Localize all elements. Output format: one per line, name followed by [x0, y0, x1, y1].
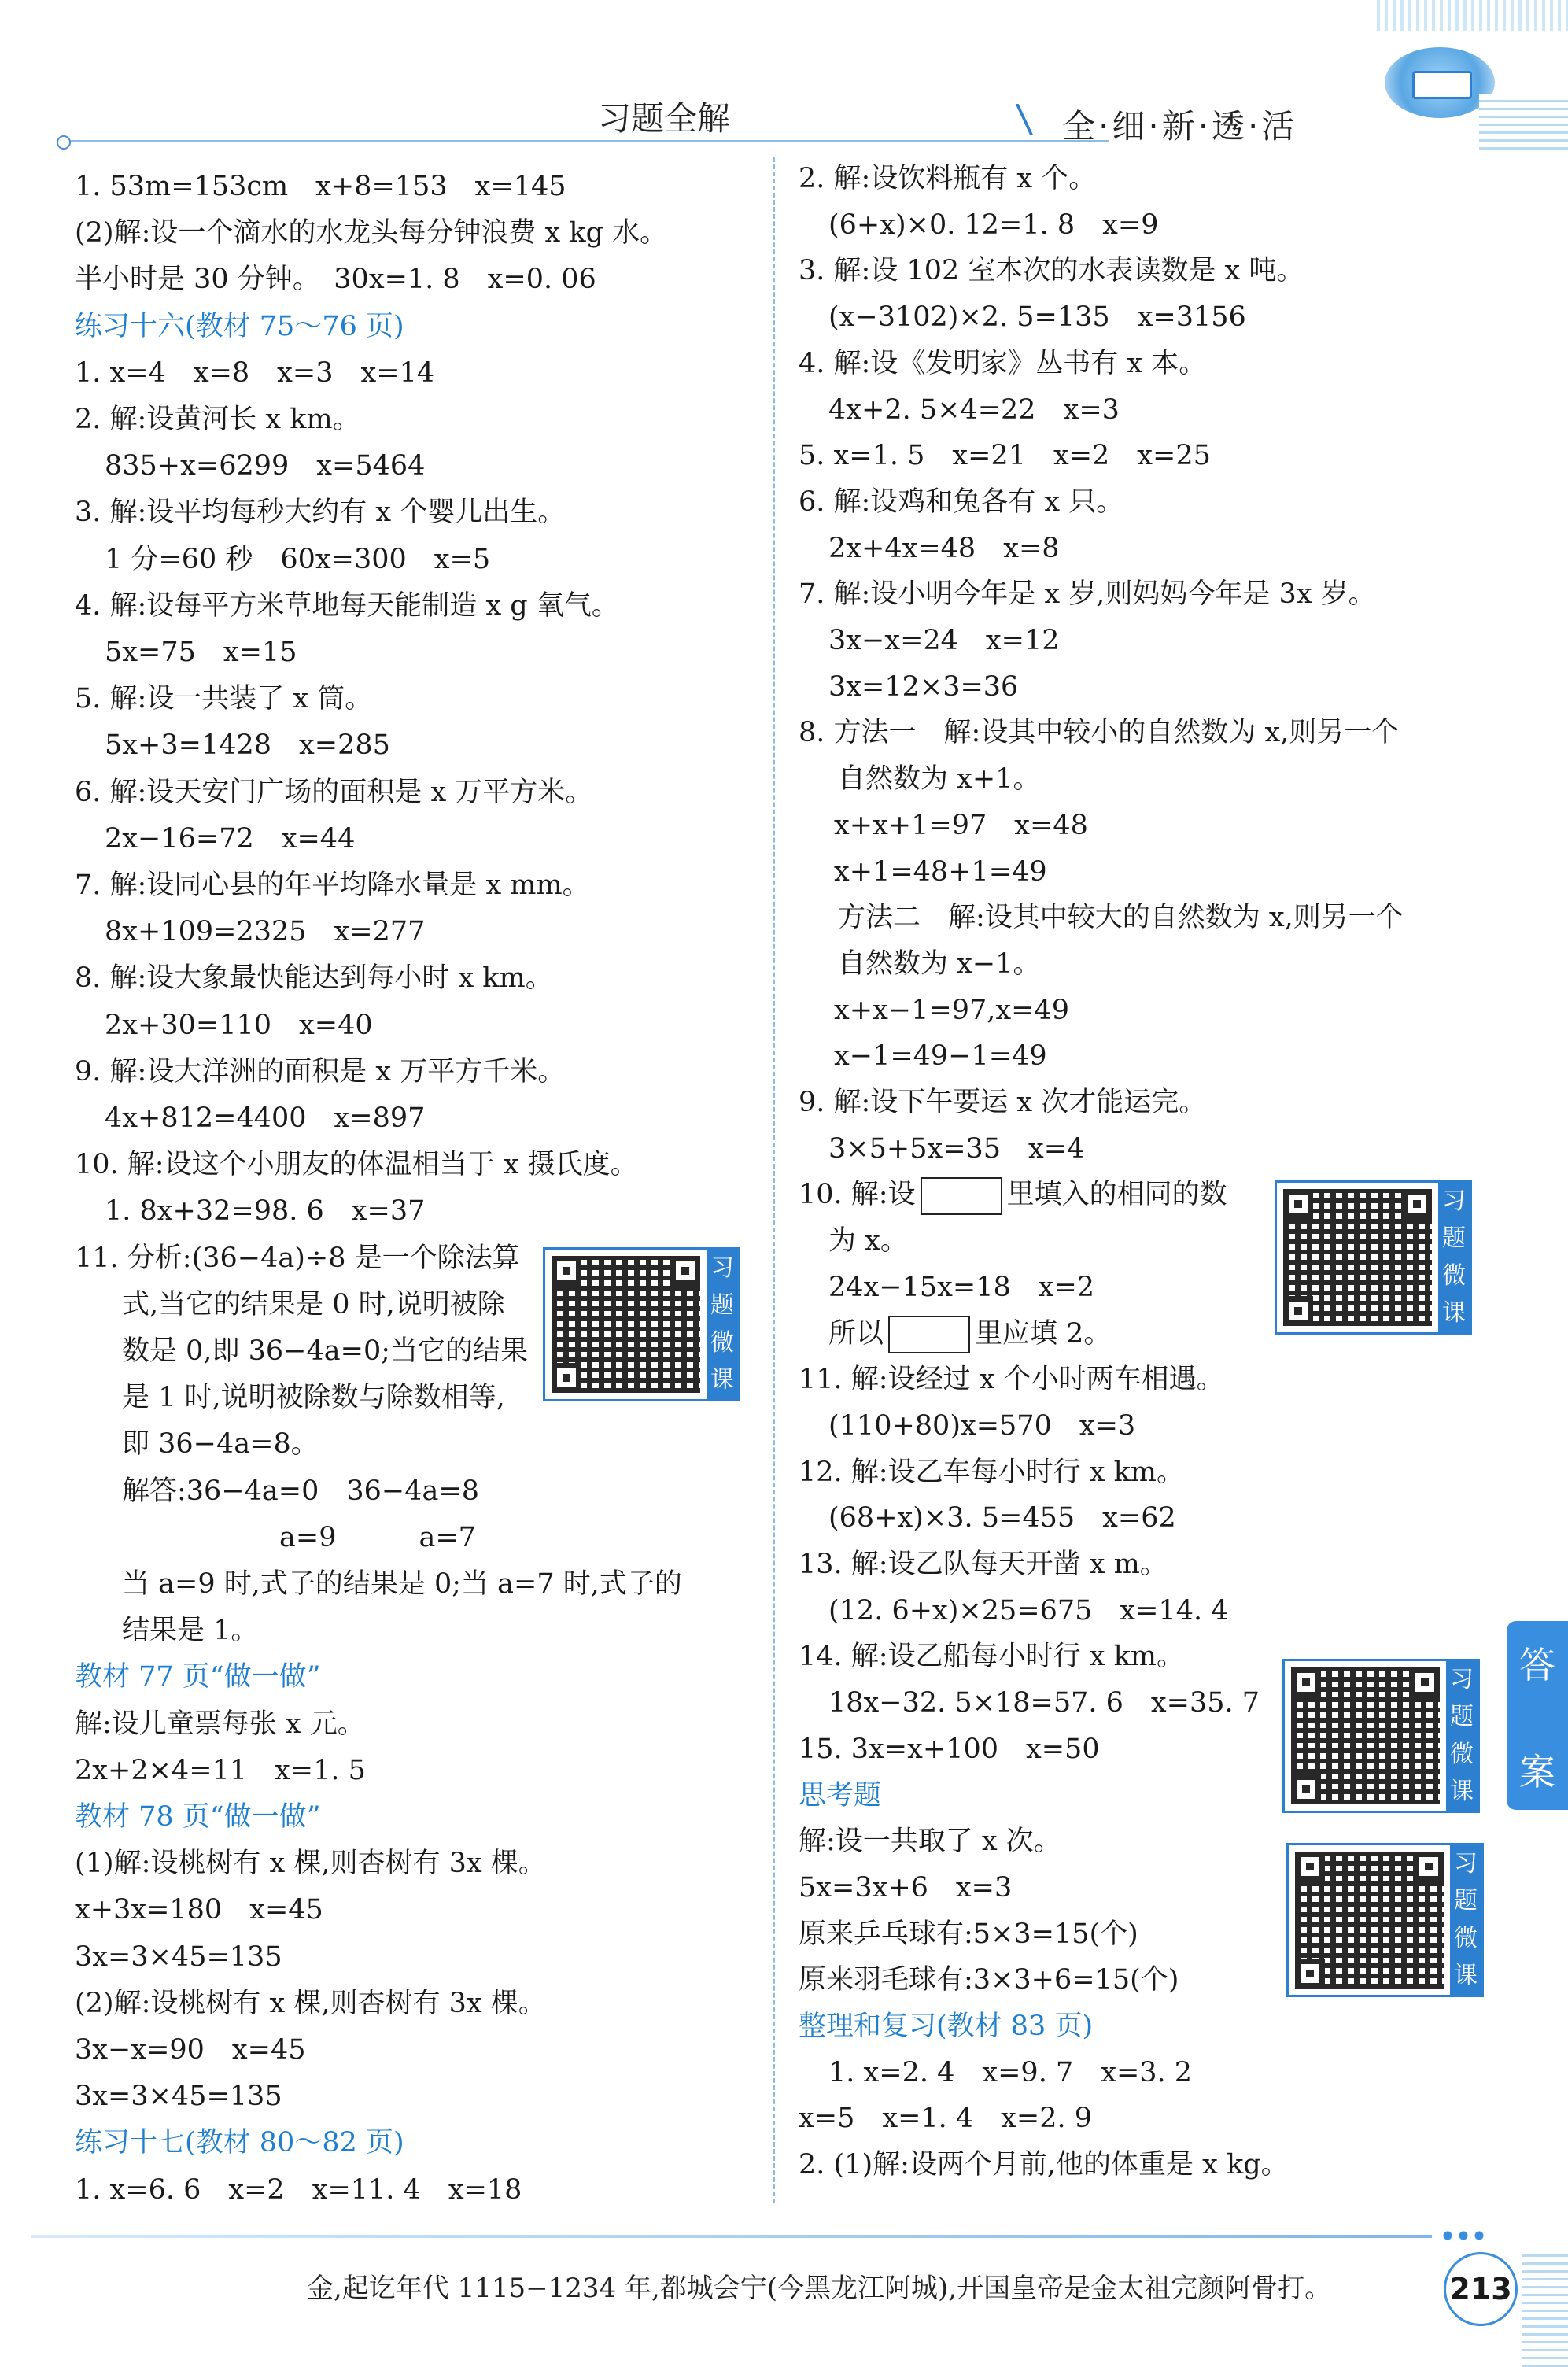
line-text: 2. 解:设饮料瓶有 x 个。 [799, 163, 1097, 194]
answer-line [799, 482, 1123, 522]
footer-rule [31, 2235, 1432, 2238]
line-text: 3x=12×3=36 [828, 670, 1019, 703]
line-text: 教材 78 页“做一做” [75, 1801, 321, 1833]
answer-line [75, 1937, 282, 1977]
line-text: 3. 解:设平均每秒大约有 x 个婴儿出生。 [75, 497, 566, 529]
answer-side-tab[interactable] [1507, 1621, 1568, 1810]
answer-line [122, 1472, 479, 1511]
section-heading [75, 1797, 321, 1837]
answer-line [828, 1314, 1111, 1354]
answer-line [122, 1285, 505, 1324]
line-text: 5x+3=1428 x=285 [105, 729, 390, 762]
line-text: 3x−x=24 x=12 [828, 625, 1060, 656]
line-text: 为 x。 [828, 1225, 908, 1257]
answer-line [75, 2030, 306, 2070]
answer-line [834, 1036, 1047, 1076]
line-text: 式,当它的结果是 0 时,说明被除 [122, 1288, 505, 1320]
answer-line [75, 586, 619, 626]
line-text: 11. 解:设经过 x 个小时两车相遇。 [799, 1364, 1224, 1396]
blank-box [921, 1177, 1002, 1215]
line-text: 结果是 1。 [122, 1615, 259, 1647]
answer-line [105, 1191, 425, 1231]
line-text: (12. 6+x)×25=675 x=14. 4 [828, 1594, 1229, 1627]
answer-line [799, 159, 1096, 198]
line-text: 9. 解:设大洋洲的面积是 x 万平方千米。 [75, 1055, 566, 1087]
answer-line [828, 1498, 1176, 1538]
answer-line [75, 493, 565, 532]
line-text: 13. 解:设乙队每天开凿 x m。 [799, 1549, 1168, 1580]
line-text: 14. 解:设乙船每小时行 x km。 [799, 1641, 1184, 1673]
answer-line [799, 1960, 1179, 2000]
line-text: 是 1 时,说明被除数与除数相等, [122, 1382, 505, 1414]
line-text: 所以 [828, 1317, 884, 1350]
line-text: 1. 8x+32=98. 6 x=37 [105, 1195, 426, 1228]
answer-line [122, 1378, 505, 1417]
line-text: 即 36−4a=8。 [122, 1428, 319, 1460]
header-dot [57, 135, 71, 150]
answer-line [75, 1239, 520, 1278]
line-text: 5. x=1. 5 x=21 x=2 x=25 [799, 440, 1211, 472]
line-text: 自然数为 x+1。 [838, 763, 1041, 796]
line-text: (2)解:设一个滴水的水龙头每分钟浪费 x kg 水。 [75, 217, 668, 249]
answer-line [799, 1822, 1061, 1861]
line-text: 练习十六(教材 75～76 页) [75, 310, 404, 342]
answer-line [75, 2077, 282, 2116]
header-slogan: 全·细·新·透·活 [1062, 107, 1298, 146]
line-text: 里应填 2。 [975, 1317, 1112, 1350]
answer-line [75, 400, 360, 439]
column-divider [773, 157, 775, 2203]
answer-line [75, 1844, 546, 1883]
answer-line [122, 1331, 528, 1371]
line-text: 2x+4x=48 x=8 [828, 532, 1060, 564]
answer-line [834, 991, 1069, 1030]
answer-line [799, 2145, 1289, 2184]
line-text: (68+x)×3. 5=455 x=62 [828, 1502, 1176, 1534]
qr-pattern [1283, 1189, 1432, 1326]
line-text: 9. 解:设下午要运 x 次才能运完。 [799, 1087, 1207, 1118]
answer-line [838, 944, 1040, 984]
line-text: 8. 解:设大象最快能达到每小时 x km。 [75, 962, 553, 995]
section-heading [799, 2007, 1093, 2046]
footer-stripes [1522, 2251, 1568, 2367]
answer-line [75, 1145, 638, 1184]
line-text: 4x+812=4400 x=897 [105, 1102, 426, 1134]
answer-line [105, 1006, 373, 1045]
answer-line [105, 540, 490, 579]
line-text: x+x−1=97,x=49 [834, 994, 1069, 1026]
line-text: 方法二 解:设其中较大的自然数为 x,则另一个 [838, 902, 1404, 934]
answer-line [75, 1984, 546, 2023]
qr-pattern [552, 1256, 700, 1393]
section-heading [75, 2123, 404, 2162]
section-heading [799, 1776, 881, 1815]
line-text: 10. 解:设 [799, 1179, 916, 1211]
answer-line [75, 679, 372, 718]
answer-line [75, 260, 596, 299]
answer-line [828, 1591, 1229, 1630]
footer-note: 金,起讫年代 1115−1234 年,都城会宁(今黑龙江阿城),开国皇帝是金太祖完颜阿骨打。 [307, 2273, 1332, 2304]
line-text: 4. 解:设《发明家》丛书有 x 本。 [799, 347, 1207, 379]
qr-code-right-2[interactable] [1282, 1659, 1480, 1813]
answer-line [799, 1453, 1184, 1492]
line-text: 3x−x=90 x=45 [75, 2034, 306, 2066]
qr-label: 习 题 微 课 [707, 1250, 738, 1399]
qr-code-right-3[interactable] [1286, 1843, 1484, 1997]
answer-line [799, 436, 1211, 475]
line-text: 解:设一共取了 x 次。 [799, 1826, 1061, 1858]
section-heading [75, 307, 404, 346]
answer-line [105, 1099, 425, 1138]
answer-line [105, 819, 355, 859]
answer-line [122, 1424, 319, 1464]
answer-line [799, 344, 1206, 383]
line-text: 1. 53m=153cm x+8=153 x=145 [75, 171, 566, 202]
line-text: 1. x=4 x=8 x=3 x=14 [75, 356, 435, 389]
line-text: 半小时是 30 分钟。 30x=1. 8 x=0. 06 [75, 264, 596, 296]
answer-line [828, 1221, 908, 1261]
line-text: 5. 解:设一共装了 x 筒。 [75, 683, 373, 715]
answer-line [75, 353, 434, 393]
answer-line [75, 167, 566, 206]
line-text: 里填入的相同的数 [1006, 1179, 1227, 1211]
line-text: x+x+1=97 x=48 [834, 809, 1088, 841]
line-text: 8. 方法一 解:设其中较小的自然数为 x,则另一个 [799, 717, 1400, 749]
answer-line [799, 1083, 1206, 1122]
line-text: 4. 解:设每平方米草地每天能制造 x g 氧气。 [75, 589, 619, 622]
line-text: x+3x=180 x=45 [75, 1894, 323, 1926]
line-text: 4x+2. 5×4=22 x=3 [828, 393, 1120, 426]
answer-line [75, 2170, 522, 2210]
line-text: 教材 77 页“做一做” [75, 1661, 321, 1693]
line-text: x+1=48+1=49 [834, 855, 1047, 888]
answer-line [834, 806, 1088, 845]
answer-line [828, 1683, 1260, 1723]
line-text: 5x=3x+6 x=3 [799, 1871, 1013, 1904]
line-text: 数是 0,即 36−4a=0;当它的结果 [122, 1335, 529, 1367]
line-text: 1 分=60 秒 60x=300 x=5 [105, 543, 491, 575]
line-text: 2. (1)解:设两个月前,他的体重是 x kg。 [799, 2149, 1289, 2181]
line-text: (x−3102)×2. 5=135 x=3156 [828, 301, 1246, 334]
header-band [0, 0, 1568, 157]
line-text: (6+x)×0. 12=1. 8 x=9 [828, 209, 1159, 241]
answer-line [828, 1406, 1135, 1446]
line-text: 6. 解:设鸡和兔各有 x 只。 [799, 486, 1124, 518]
line-text: 3x=3×45=135 [75, 1940, 282, 1973]
header-rule [63, 140, 1109, 142]
line-text: 2x+2×4=11 x=1. 5 [75, 1754, 366, 1786]
line-text: a=9 a=7 [279, 1521, 476, 1553]
answer-line [75, 213, 667, 253]
answer-line [799, 1730, 1100, 1769]
line-text: 8x+109=2325 x=277 [105, 916, 426, 948]
answer-line [828, 297, 1246, 337]
qr-code-right-1[interactable] [1275, 1180, 1472, 1335]
line-text: 6. 解:设天安门广场的面积是 x 万平方米。 [75, 776, 593, 808]
section-heading [75, 1657, 321, 1697]
answer-line [122, 1564, 682, 1604]
answer-line [828, 667, 1018, 707]
answer-line [75, 1052, 565, 1091]
answer-line [828, 621, 1060, 660]
answer-line [105, 633, 297, 672]
answer-line [799, 1175, 1227, 1215]
page-number: 213 [1444, 2252, 1518, 2326]
line-text: 7. 解:设小明今年是 x 岁,则妈妈今年是 3x 岁。 [799, 578, 1376, 611]
line-text: (2)解:设桃树有 x 棵,则杏树有 3x 棵。 [75, 1987, 546, 2019]
line-text: 整理和复习(教材 83 页) [799, 2011, 1094, 2042]
line-text: 835+x=6299 x=5464 [105, 450, 426, 482]
answer-line [799, 1868, 1012, 1907]
answer-line [122, 1611, 258, 1650]
answer-line [75, 1890, 323, 1929]
line-text: 自然数为 x−1。 [838, 947, 1041, 980]
answer-line [828, 1129, 1084, 1169]
answer-line [828, 205, 1158, 245]
line-text: 思考题 [799, 1779, 882, 1811]
answer-line [799, 1915, 1138, 1954]
header-stripes-right [1479, 94, 1568, 150]
slash-icon [1016, 104, 1057, 135]
answer-line [799, 251, 1304, 290]
answer-line [75, 1751, 366, 1790]
line-text: (1)解:设桃树有 x 棵,则杏树有 3x 棵。 [75, 1848, 546, 1880]
qr-label: 习 题 微 课 [1446, 1661, 1478, 1811]
line-text: (110+80)x=570 x=3 [828, 1409, 1136, 1442]
line-text: 11. 分析:(36−4a)÷8 是一个除法算 [75, 1242, 520, 1274]
answer-line [828, 2053, 1192, 2092]
line-text: 1. x=2. 4 x=9. 7 x=3. 2 [828, 2056, 1193, 2088]
answer-line [105, 726, 390, 765]
header-stripes [1377, 0, 1568, 31]
qr-pattern [1295, 1852, 1444, 1989]
line-text: 原来乒乓球有:5×3=15(个) [799, 1918, 1138, 1950]
line-text: x=5 x=1. 4 x=2. 9 [799, 2103, 1093, 2135]
answer-line [799, 2099, 1092, 2138]
answer-line [75, 773, 592, 812]
line-text: x−1=49−1=49 [834, 1040, 1047, 1073]
line-text: 解答:36−4a=0 36−4a=8 [122, 1475, 479, 1507]
line-text: 18x−32. 5×18=57. 6 x=35. 7 [828, 1687, 1260, 1719]
answer-line [799, 713, 1399, 752]
line-text: 解:设儿童票每张 x 元。 [75, 1708, 365, 1740]
line-text: 12. 解:设乙车每小时行 x km。 [799, 1456, 1184, 1488]
line-text: 1. x=6. 6 x=2 x=11. 4 x=18 [75, 2173, 522, 2206]
qr-code-left[interactable] [543, 1247, 740, 1401]
qr-label: 习 题 微 课 [1438, 1183, 1470, 1332]
line-text: 2x+30=110 x=40 [105, 1009, 373, 1041]
qr-label: 习 题 微 课 [1450, 1845, 1481, 1995]
answer-line [834, 852, 1047, 892]
answer-line [828, 1268, 1094, 1307]
line-text: 当 a=9 时,式子的结果是 0;当 a=7 时,式子的 [122, 1568, 682, 1600]
line-text: 练习十七(教材 80～82 页) [75, 2127, 404, 2159]
answer-line [105, 912, 425, 951]
qr-pattern [1291, 1667, 1440, 1804]
line-text: 2x−16=72 x=44 [105, 822, 356, 855]
line-text: 5x=75 x=15 [105, 637, 297, 668]
answer-line [75, 1704, 365, 1744]
answer-line [799, 574, 1376, 614]
answer-line [799, 1637, 1184, 1676]
line-text: 15. 3x=x+100 x=50 [799, 1733, 1100, 1765]
side-tab-char: 案 [1519, 1751, 1555, 1793]
line-text: 7. 解:设同心县的年平均降水量是 x mm。 [75, 870, 590, 901]
line-text: 3x=3×45=135 [75, 2081, 282, 2113]
answer-line [828, 529, 1060, 568]
blank-box [888, 1316, 970, 1353]
answer-line [838, 898, 1404, 937]
answer-line [799, 1360, 1224, 1399]
line-text: 3×5+5x=35 x=4 [828, 1132, 1085, 1165]
answer-line [105, 446, 425, 486]
answer-line [279, 1518, 476, 1557]
answer-line [838, 759, 1040, 799]
answer-line [75, 866, 590, 905]
line-text: 2. 解:设黄河长 x km。 [75, 404, 360, 435]
side-tab-char: 答 [1519, 1644, 1555, 1686]
line-text: 3. 解:设 102 室本次的水表读数是 x 吨。 [799, 255, 1304, 287]
line-text: 24x−15x=18 x=2 [828, 1271, 1095, 1303]
line-text: 10. 解:设这个小朋友的体温相当于 x 摄氏度。 [75, 1149, 638, 1181]
answer-line [799, 1545, 1168, 1584]
footer-dots [1440, 2230, 1487, 2241]
answer-line [75, 958, 553, 998]
answer-line [828, 390, 1120, 430]
header-title: 习题全解 [598, 99, 731, 138]
line-text: 原来羽毛球有:3×3+6=15(个) [799, 1964, 1179, 1996]
